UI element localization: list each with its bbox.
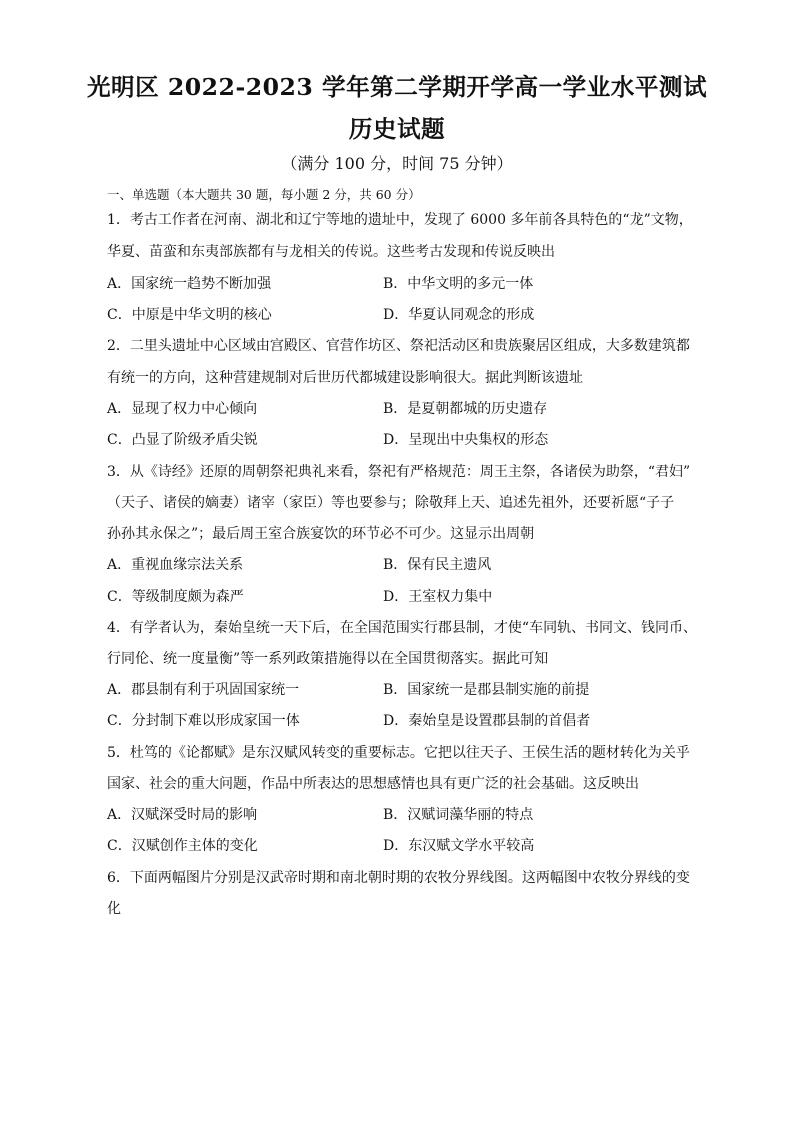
question-stem-line: 孙孙其永保之”；最后周王室合族宴饮的环节必不可少。这显示出周朝 [107, 526, 535, 542]
question-stem-line: 行同伦、统一度量衡”等一系列政策措施得以在全国贯彻落实。据此可知 [107, 651, 549, 667]
question-stem-line: 4．有学者认为，秦始皇统一天下后，在全国范围实行郡县制，才使“车同轨、书同文、钱同币、 [107, 620, 698, 636]
option-a: A．汉赋深受时局的影响 [107, 807, 258, 823]
question-stem-line: 1．考古工作者在河南、湖北和辽宁等地的遗址中，发现了 6000 多年前各具特色的“龙”文物， [107, 212, 693, 228]
option-b: B．汉赋词藻华丽的特点 [383, 807, 534, 823]
option-a: A．显现了权力中心倾向 [107, 401, 258, 417]
section-heading: 一、单选题（本大题共 30 题，每小题 2 分，共 60 分） [107, 187, 421, 202]
question-stem-line: 国家、社会的重大问题，作品中所表达的思想感情也具有更广泛的社会基础。这反映出 [107, 776, 639, 792]
option-b: B．中华文明的多元一体 [383, 276, 534, 292]
exam-title: 光明区 2022-2023 学年第二学期开学高一学业水平测试 [86, 73, 708, 101]
exam-subject-title: 历史试题 [348, 115, 446, 143]
question-stem-line: 华夏、苗蛮和东夷部族都有与龙相关的传说。这些考古发现和传说反映出 [107, 244, 555, 260]
question-stem-line: 5．杜笃的《论都赋》是东汉赋风转变的重要标志。它把以往天子、王侯生活的题材转化为关乎 [107, 745, 690, 761]
question-stem-line: （天子、诸侯的嫡妻）诸宰（家臣）等也要参与；除敬拜上天、追述先祖外，还要祈愿“子子 [107, 495, 675, 511]
option-d: D．呈现出中央集权的形态 [383, 432, 549, 448]
option-d: D．王室权力集中 [383, 589, 493, 605]
option-d: D．东汉赋文学水平较高 [383, 838, 535, 854]
option-d: D．华夏认同观念的形成 [383, 307, 535, 323]
option-b: B．保有民主遗风 [383, 557, 492, 573]
option-b: B．是夏朝都城的历史遗存 [383, 401, 548, 417]
question-stem-line: 2．二里头遗址中心区域由宫殿区、官营作坊区、祭祀活动区和贵族聚居区组成，大多数建筑都 [107, 338, 690, 354]
option-c: C．凸显了阶级矛盾尖锐 [107, 432, 258, 448]
option-c: C．中原是中华文明的核心 [107, 307, 272, 323]
option-c: C．汉赋创作主体的变化 [107, 838, 258, 854]
option-b: B．国家统一是郡县制实施的前提 [383, 682, 590, 698]
question-stem-line: 6．下面两幅图片分别是汉武帝时期和南北朝时期的农牧分界线图。这两幅图中农牧分界线的变 [107, 870, 690, 886]
option-d: D．秦始皇是设置郡县制的首倡者 [383, 713, 591, 729]
question-stem-line: 有统一的方向，这种营建规制对后世历代都城建设影响很大。据此判断该遗址 [107, 370, 583, 386]
question-stem-line: 化 [107, 901, 121, 917]
question-stem-line: 3．从《诗经》还原的周朝祭祀典礼来看，祭祀有严格规范：周王主祭，各诸侯为助祭，“君妇” [107, 464, 691, 480]
option-a: A．郡县制有利于巩固国家统一 [107, 682, 300, 698]
option-c: C．分封制下难以形成家国一体 [107, 713, 300, 729]
option-c: C．等级制度颇为森严 [107, 589, 244, 605]
option-a: A．重视血缘宗法关系 [107, 557, 244, 573]
exam-score-time: （满分 100 分，时间 75 分钟） [281, 154, 513, 173]
option-a: A．国家统一趋势不断加强 [107, 276, 272, 292]
